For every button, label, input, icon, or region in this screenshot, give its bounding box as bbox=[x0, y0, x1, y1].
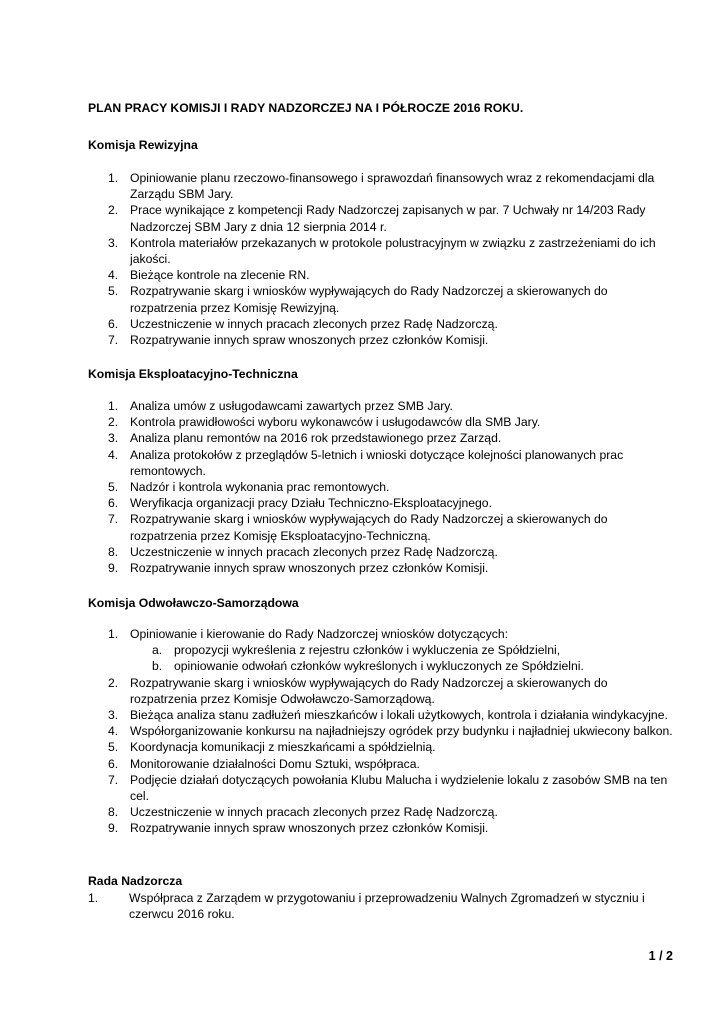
list-item bbox=[0, 430, 676, 446]
item-text: Weryfikacja organizacji pracy Działu Techniczno-Eksploatacyjnego. bbox=[130, 496, 492, 511]
section-heading-rewizyjna: Komisja Rewizyjna bbox=[88, 138, 198, 152]
subitem-text: opiniowanie odwołań członków wykreślonych i wykluczonych ze Spółdzielni. bbox=[174, 659, 584, 674]
item-number: 6. bbox=[108, 316, 119, 331]
item-number: 6. bbox=[108, 496, 119, 511]
item-text: Bieżąca analiza stanu zadłużeń mieszkańców i lokali użytkowych, kontrola i działania windykacyjne. bbox=[130, 708, 668, 723]
list-item bbox=[0, 332, 676, 348]
item-number: 7. bbox=[108, 772, 119, 787]
item-number: 6. bbox=[108, 756, 119, 771]
list-item bbox=[0, 479, 676, 495]
list-item bbox=[0, 447, 676, 479]
item-text: Rozpatrywanie skarg i wniosków wypływających do Rady Nadzorczej a skierowanych do rozpatrzenia przez Komisje Odwoławczo-Samorządową. bbox=[130, 675, 608, 706]
list-item bbox=[0, 170, 676, 202]
item-text: Opiniowanie planu rzeczowo-finansowego i sprawozdań finansowych wraz z rekomendacjami dla Zarządu SBM Jary. bbox=[130, 171, 655, 202]
list-item bbox=[0, 398, 676, 414]
list-item bbox=[0, 739, 676, 755]
item-number: 3. bbox=[108, 431, 119, 446]
subitem-letter: a. bbox=[152, 643, 163, 658]
item-text: Współorganizowanie konkursu na najładniejszy ogródek przy budynku i najładniej ukwiecony balkon. bbox=[130, 724, 673, 739]
list-odwolawcza bbox=[0, 626, 725, 837]
item-number: 1. bbox=[108, 627, 119, 641]
list-item bbox=[0, 626, 676, 675]
list-item bbox=[0, 414, 676, 430]
section-heading-odwolawcza: Komisja Odwoławczo-Samorządowa bbox=[88, 596, 299, 610]
item-text: Rozpatrywanie skarg i wniosków wypływających do Rady Nadzorczej a skierowanych do rozpatrzenia przez Komisję Eksploatacyjno-Techniczną. bbox=[130, 512, 608, 543]
item-number: 5. bbox=[108, 480, 119, 495]
list-item bbox=[0, 316, 676, 332]
item-text: Analiza planu remontów na 2016 rok przedstawionego przez Zarząd. bbox=[130, 431, 502, 446]
item-text: Monitorowanie działalności Domu Sztuki, współpraca. bbox=[130, 756, 420, 771]
section-heading-eksploatacyjna: Komisja Eksploatacyjno-Techniczna bbox=[88, 367, 298, 381]
list-item bbox=[0, 560, 676, 576]
list-item bbox=[0, 756, 676, 772]
item-text: Uczestniczenie w innych pracach zleconych przez Radę Nadzorczą. bbox=[130, 316, 498, 331]
item-text: Rozpatrywanie innych spraw wnoszonych przez członków Komisji. bbox=[130, 821, 489, 836]
list-item bbox=[0, 202, 676, 234]
list-item bbox=[0, 772, 676, 804]
list-item bbox=[0, 511, 676, 543]
item-text: Analiza protokołów z przeglądów 5-letnich i wnioski dotyczące kolejności planowanych prac remontowych. bbox=[130, 447, 624, 478]
item-number: 8. bbox=[108, 544, 119, 559]
list-rewizyjna bbox=[0, 170, 725, 348]
list-item bbox=[0, 804, 676, 820]
page-number: 1 / 2 bbox=[648, 949, 673, 963]
item-text: Podjęcie działań dotyczących powołania Klubu Malucha i wydzielenie lokalu z zasobów SMB na ten cel. bbox=[130, 772, 668, 804]
item-number: 1. bbox=[88, 891, 99, 905]
sublist bbox=[130, 642, 676, 674]
list-item bbox=[0, 495, 676, 511]
list-item bbox=[0, 675, 676, 707]
list-item bbox=[0, 723, 676, 739]
item-number: 9. bbox=[108, 821, 119, 836]
item-text: Współpraca z Zarządem w przygotowaniu i przeprowadzeniu Walnych Zgromadzeń w styczniu i czerwcu 2016 roku. bbox=[129, 891, 645, 922]
list-item bbox=[0, 267, 676, 283]
item-number: 5. bbox=[108, 740, 119, 755]
section-heading-rada: Rada Nadzorcza bbox=[88, 874, 183, 888]
item-number: 9. bbox=[108, 561, 119, 576]
subitem-letter: b. bbox=[152, 659, 163, 674]
item-number: 3. bbox=[108, 235, 119, 250]
list-eksploatacyjna bbox=[0, 398, 725, 576]
item-number: 7. bbox=[108, 512, 119, 527]
item-text: Kontrola prawidłowości wyboru wykonawców i usługodawców dla SMB Jary. bbox=[130, 415, 541, 430]
item-number: 4. bbox=[108, 447, 119, 462]
item-text: Uczestniczenie w innych pracach zleconych przez Radę Nadzorczą. bbox=[130, 544, 498, 559]
item-text: Rozpatrywanie innych spraw wnoszonych przez członków Komisji. bbox=[130, 561, 489, 576]
document-title: PLAN PRACY KOMISJI I RADY NADZORCZEJ NA I PÓŁROCZE 2016 ROKU. bbox=[88, 101, 524, 115]
item-number: 5. bbox=[108, 284, 119, 299]
item-text: Rozpatrywanie skarg i wniosków wypływających do Rady Nadzorczej a skierowanych do rozpatrzenia przez Komisję Rewizyjną. bbox=[130, 284, 608, 315]
item-text: Rozpatrywanie innych spraw wnoszonych przez członków Komisji. bbox=[130, 333, 489, 348]
list-item bbox=[0, 707, 676, 723]
subitem-text: propozycji wykreślenia z rejestru członków i wykluczenia ze Spółdzielni, bbox=[174, 643, 561, 658]
item-number: 4. bbox=[108, 268, 119, 283]
list-item bbox=[0, 283, 676, 315]
list-item bbox=[0, 820, 676, 836]
item-text: Prace wynikające z kompetencji Rady Nadzorczej zapisanych w par. 7 Uchwały nr 14/203 Rady Nadzorczej SBM Jary z dnia 12 sierpnia 2014 r. bbox=[130, 203, 646, 234]
item-text: Nadzór i kontrola wykonania prac remontowych. bbox=[130, 480, 390, 495]
item-text: Uczestniczenie w innych pracach zleconych przez Radę Nadzorczą. bbox=[130, 805, 498, 820]
item-number: 3. bbox=[108, 708, 119, 723]
item-text: Bieżące kontrole na zlecenie RN. bbox=[130, 268, 310, 283]
item-text: Analiza umów z usługodawcami zawartych przez SMB Jary. bbox=[130, 399, 453, 413]
item-number: 1. bbox=[108, 171, 119, 185]
sublist-item bbox=[0, 658, 674, 674]
item-text: Koordynacja komunikacji z mieszkańcami a spółdzielnią. bbox=[130, 740, 436, 755]
item-number: 2. bbox=[108, 415, 119, 430]
item-number: 1. bbox=[108, 399, 119, 413]
item-number: 7. bbox=[108, 333, 119, 348]
item-number: 8. bbox=[108, 805, 119, 820]
list-item bbox=[0, 544, 676, 560]
item-text: Opiniowanie i kierowanie do Rady Nadzorczej wniosków dotyczących: bbox=[130, 627, 508, 641]
list-rada bbox=[0, 890, 725, 922]
sublist-item bbox=[0, 642, 674, 658]
item-number: 2. bbox=[108, 675, 119, 690]
item-number: 4. bbox=[108, 724, 119, 739]
item-number: 2. bbox=[108, 203, 119, 218]
item-text: Kontrola materiałów przekazanych w protokole polustracyjnym w związku z zastrzeżeniami do ich jakości. bbox=[130, 235, 656, 267]
list-item bbox=[0, 235, 676, 267]
list-item bbox=[0, 890, 649, 922]
